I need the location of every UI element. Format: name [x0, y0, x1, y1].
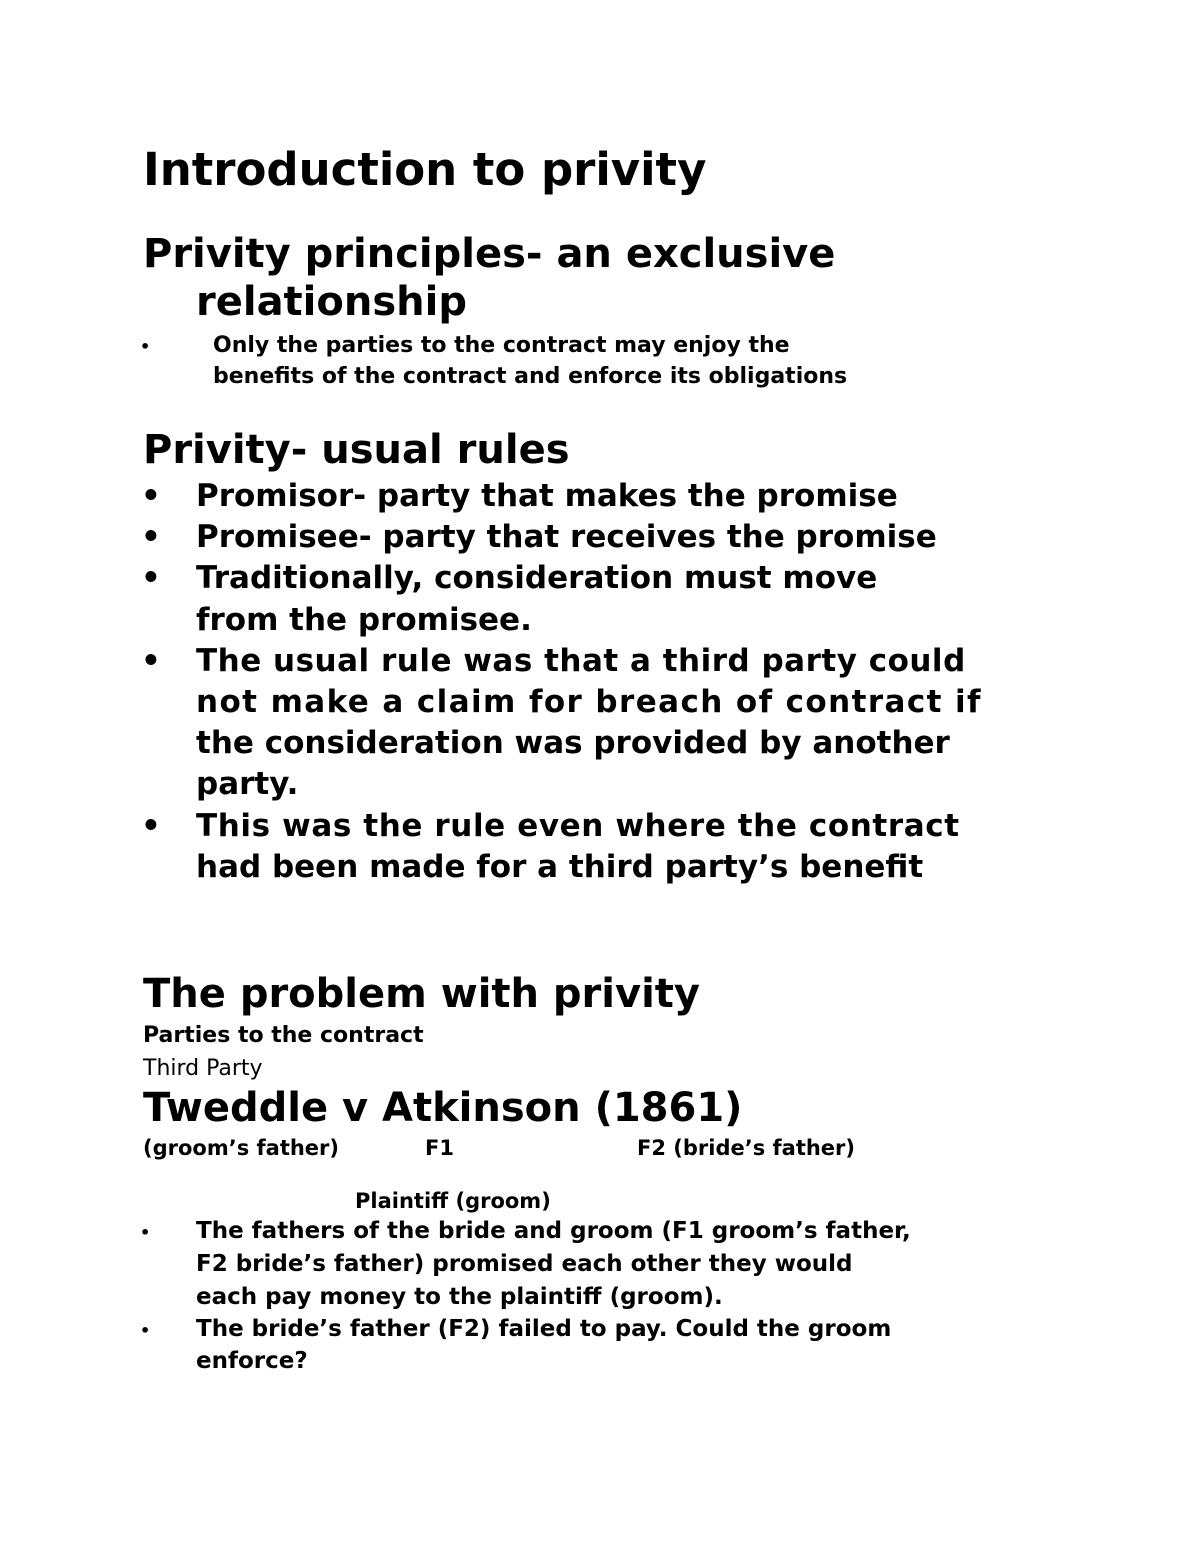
- list-item-line: Traditionally, consideration must move: [196, 560, 878, 596]
- list-item-line: This was the rule even where the contract: [196, 808, 960, 844]
- section-heading-problem-with-privity: The problem with privity: [143, 971, 700, 1017]
- bullet-marker: •: [141, 519, 161, 555]
- diagram-label-plaintiff: Plaintiff (groom): [355, 1189, 551, 1213]
- bullet-marker: •: [140, 337, 151, 356]
- bullet-marker: •: [141, 643, 161, 679]
- list-item-line: The bride’s father (F2) failed to pay. Could the groom: [196, 1316, 892, 1342]
- bullet-marker: •: [141, 808, 161, 844]
- list-item-line: each pay money to the plaintiff (groom).: [196, 1284, 723, 1310]
- list-item-line: enforce?: [196, 1348, 308, 1374]
- case-title: Tweddle v Atkinson (1861): [143, 1085, 743, 1131]
- diagram-label-f2: F2 (bride’s father): [637, 1136, 856, 1160]
- section-heading-privity-principles-cont: relationship: [196, 279, 467, 325]
- diagram-label-f1: F1: [425, 1136, 454, 1160]
- diagram-label-third-party: Third Party: [143, 1056, 263, 1081]
- diagram-label-parties: Parties to the contract: [143, 1023, 424, 1048]
- list-item-line: party.: [196, 766, 299, 802]
- bullet-marker: •: [140, 1321, 151, 1340]
- list-item-line: benefits of the contract and enforce its obligations: [213, 364, 848, 389]
- bullet-marker: •: [141, 478, 161, 514]
- page-title: Introduction to privity: [143, 143, 707, 196]
- list-item-line: Promisee- party that receives the promise: [196, 519, 937, 555]
- bullet-marker: •: [141, 560, 161, 596]
- list-item-line: had been made for a third party’s benefit: [196, 849, 924, 885]
- list-item-line: Promisor- party that makes the promise: [196, 478, 898, 514]
- list-item-line: The usual rule was that a third party could: [196, 643, 966, 679]
- list-item-line: The fathers of the bride and groom (F1 groom’s father,: [196, 1218, 911, 1244]
- bullet-marker: •: [140, 1223, 151, 1242]
- section-heading-privity-principles: Privity principles- an exclusive: [143, 231, 836, 277]
- list-item-line: Only the parties to the contract may enjoy the: [213, 333, 790, 358]
- list-item-line: the consideration was provided by another: [196, 725, 950, 761]
- list-item-line: from the promisee.: [196, 602, 532, 638]
- list-item-line: F2 bride’s father) promised each other they would: [196, 1251, 853, 1277]
- list-item-line: not make a claim for breach of contract if: [196, 684, 982, 720]
- section-heading-usual-rules: Privity- usual rules: [143, 427, 570, 473]
- diagram-label-groom-father: (groom’s father): [143, 1136, 340, 1160]
